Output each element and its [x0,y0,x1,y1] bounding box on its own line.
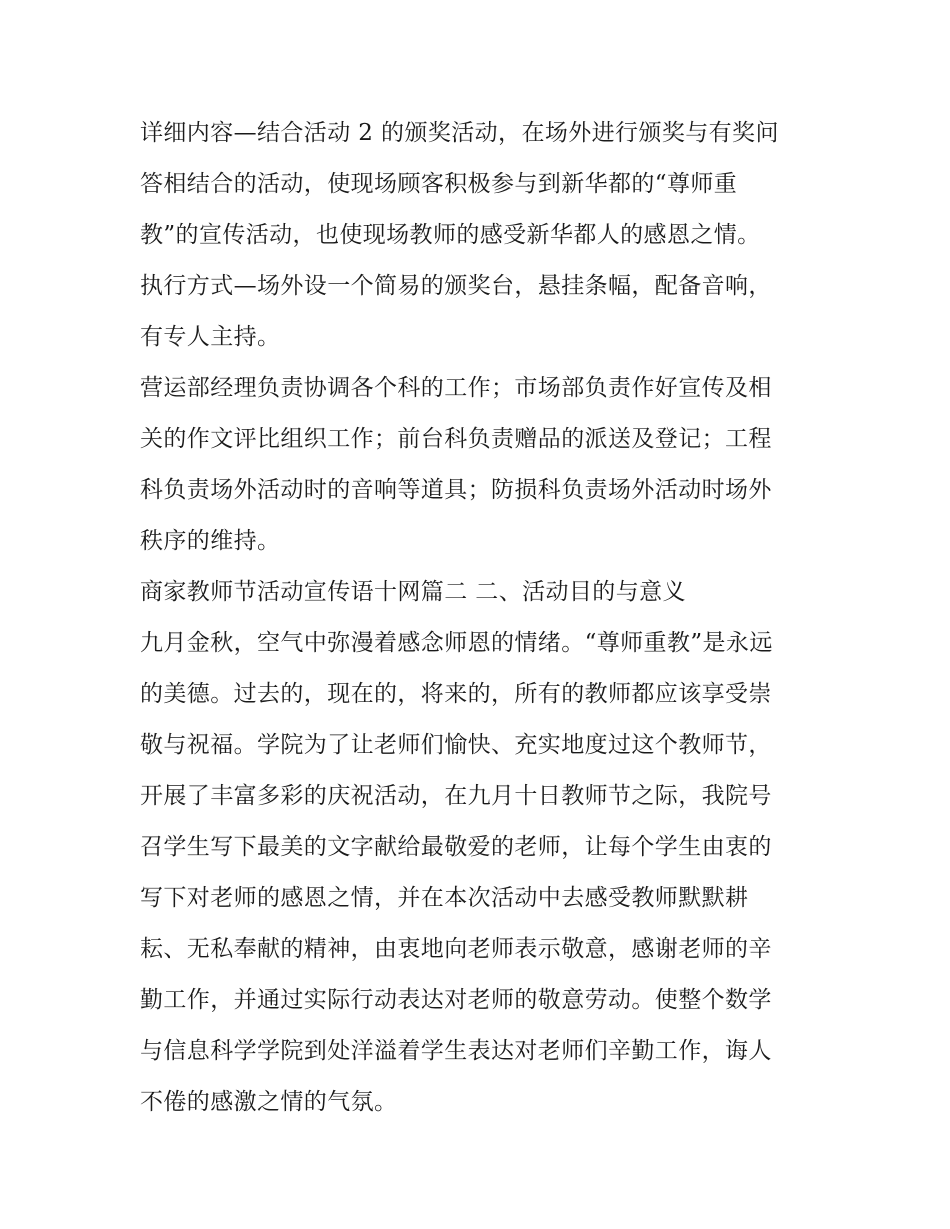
text-line: 与信息科学学院到处洋溢着学生表达对老师们辛勤工作，诲人 [140,1038,772,1064]
text-line: 教”的宣传活动，也使现场教师的感受新华都人的感恩之情。 [140,222,761,248]
text-line: 关的作文评比组织工作；前台科负责赠品的派送及登记；工程 [140,426,772,452]
text-line: 不倦的感激之情的气氛。 [140,1089,398,1115]
text-line: 召学生写下最美的文字献给最敬爱的老师，让每个学生由衷的 [140,834,772,860]
text-line: 秩序的维持。 [140,528,281,554]
text-line: 写下对老师的感恩之情，并在本次活动中去感受教师默默耕 [140,885,749,911]
text-line: 答相结合的活动，使现场顾客积极参与到新华都的“尊师重 [140,171,738,197]
text-line: 勤工作，并通过实际行动表达对老师的敬意劳动。使整个数学 [140,987,772,1013]
text-line: 营运部经理负责协调各个科的工作；市场部负责作好宣传及相 [140,375,772,401]
text-line: 详细内容—结合活动 2 的颁奖活动，在场外进行颁奖与有奖问 [140,120,779,146]
text-line: 有专人主持。 [140,324,281,350]
text-line: 九月金秋，空气中弥漫着感念师恩的情绪。“尊师重教”是永远 [140,630,773,656]
text-line: 的美德。过去的，现在的，将来的，所有的教师都应该享受崇 [140,681,772,707]
text-line: 执行方式—场外设一个简易的颁奖台，悬挂条幅，配备音响， [140,273,772,299]
document-body [140,108,820,1128]
text-line: 科负责场外活动时的音响等道具；防损科负责场外活动时场外 [140,477,772,503]
section-heading: 商家教师节活动宣传语十网篇二 二、活动目的与意义 [140,579,686,605]
text-line: 耘、无私奉献的精神，由衷地向老师表示敬意，感谢老师的辛 [140,936,772,962]
text-line: 敬与祝福。学院为了让老师们愉快、充实地度过这个教师节， [140,732,772,758]
text-line: 开展了丰富多彩的庆祝活动，在九月十日教师节之际，我院号 [140,783,772,809]
